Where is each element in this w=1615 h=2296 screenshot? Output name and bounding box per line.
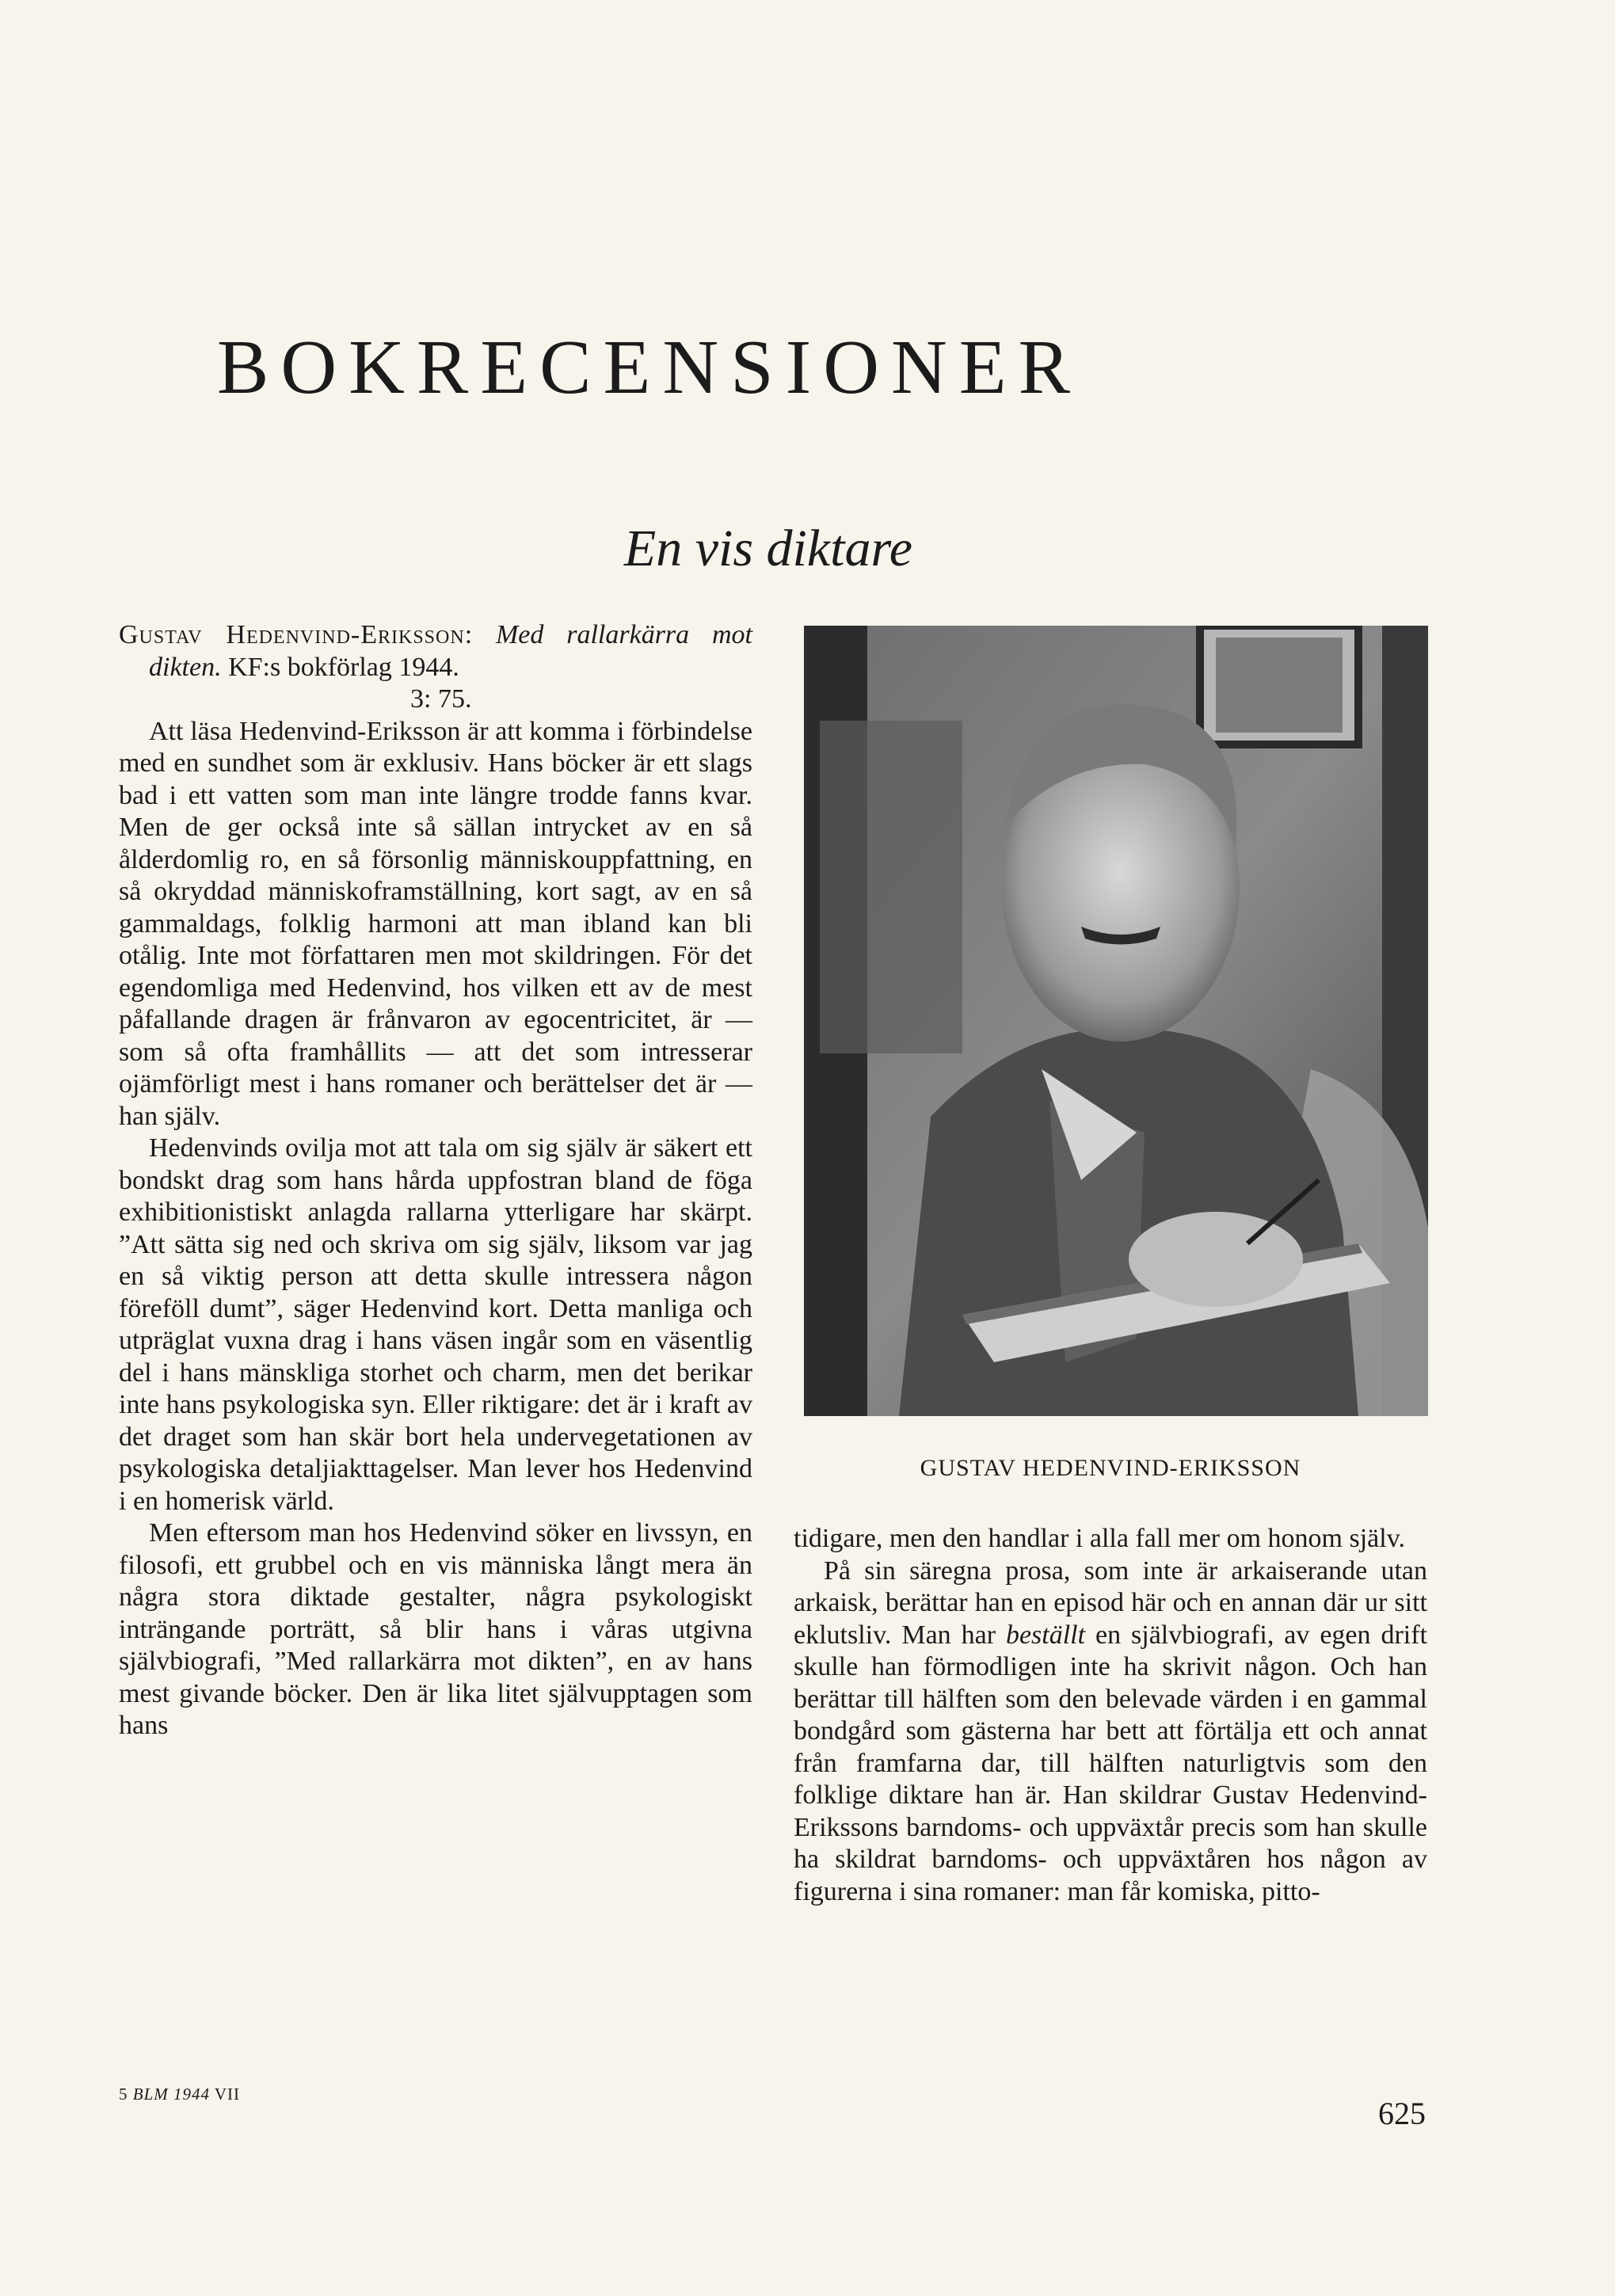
- paragraph-text: På sin säregna prosa, som inte är arkaiserande utan arkaisk, berättar han en episod här och en annan där ur sitt eklutsliv. Man har: [794, 1555, 1427, 1650]
- photo-caption: GUSTAV HEDENVIND-ERIKSSON: [920, 1455, 1301, 1481]
- journal-name: BLM 1944: [132, 2085, 210, 2104]
- emphasized-word: beställt: [1005, 1620, 1086, 1650]
- book-publisher: KF:s bokförlag 1944.: [228, 652, 459, 682]
- paragraph: Att läsa Hedenvind-Eriksson är att komma i förbindelse med en sundhet som är exklusiv. Hans böcker är ett slags bad i ett vatten som man inte längre trodde fanns kvar. Men de ger också inte så sällan intrycket av en så ålderdomlig ro, en så försonlig människouppfattning, en så okryddad människoframställning, kort sagt, av en så gammaldags, folklig harmoni att man ibland kan bli otålig. Inte mot författaren men mot skildringen. För det egendomliga med Hedenvind, hos vilken ett av de mest påfallande dragen är frånvaron av egocentricitet, är — som så ofta framhållits — att det som intresserar ojämförligt mest i hans romaner och berättelser det är — han själv.: [119, 716, 752, 1131]
- right-column: [794, 1523, 1427, 1908]
- author-portrait-photo: [804, 626, 1428, 1416]
- paragraph-text: en självbiografi, av egen drift skulle han förmodligen inte ha skrivit någon. Och han berättar till hälften som den belevade värden i en gammal bondgård som gästerna har bett att förtälja ett och annat från framfarna dar, till hälften naturligtvis som den folklige diktare han är. Han skildrar Gustav Hedenvind-Erikssons barndoms- och uppväxtår precis som han skulle ha skildrat barndoms- och uppväxtåren hos någon av figurerna i sina romaner: man får komiska, pitto-: [794, 1620, 1427, 1906]
- page-number: 625: [1378, 2096, 1426, 2131]
- paragraph: Men eftersom man hos Hedenvind söker en livssyn, en filosofi, ett grubbel och en vis människa långt mera än några stora diktade gestalter, några psykologiskt inträngande porträtt, så blir hans i våras utgivna självbiografi, ”Med rallarkärra mot dikten”, en av hans mest givande böcker. Den är lika litet självupptagen som hans: [119, 1518, 752, 1740]
- portrait-illustration: [804, 626, 1428, 1416]
- paragraph: [794, 1555, 1427, 1909]
- left-column: [119, 619, 752, 1742]
- book-author: Gustav Hedenvind-Eriksson:: [119, 620, 474, 649]
- article-title: En vis diktare: [623, 520, 913, 577]
- paragraph: Hedenvinds ovilja mot att tala om sig själv är säkert ett bondskt drag som hans hårda uppfostran bland de föga exhibitionistiskt anlagda rallarna ytterligare har skärpt. ”Att sätta sig ned och skriva om sig själv, liksom var jag en så viktig person att detta skulle intressera någon föreföll dumt”, säger Hedenvind kort. Detta manliga och utpräglat vuxna drag i hans väsen ingår som en väsentlig del i hans mänskliga storhet och charm, men det berikar inte hans psykologiska syn. Eller riktigare: det är i kraft av det draget som han skär bort hela undervegetationen av psykologiska detaljiakttagelser. Man lever hos Hedenvind i en homerisk värld.: [119, 1133, 752, 1516]
- bibliographic-entry: [119, 619, 752, 716]
- paragraph: tidigare, men den handlar i alla fall mer om honom själv.: [794, 1524, 1406, 1553]
- issue-number: VII: [214, 2085, 241, 2104]
- book-price: 3: 75.: [410, 684, 472, 714]
- signature-number: 5: [119, 2085, 128, 2104]
- section-title: BOKRECENSIONER: [216, 325, 1083, 410]
- book-title: Med rallarkärra mot dikten.: [149, 620, 752, 682]
- footer-signature: [119, 2085, 240, 2104]
